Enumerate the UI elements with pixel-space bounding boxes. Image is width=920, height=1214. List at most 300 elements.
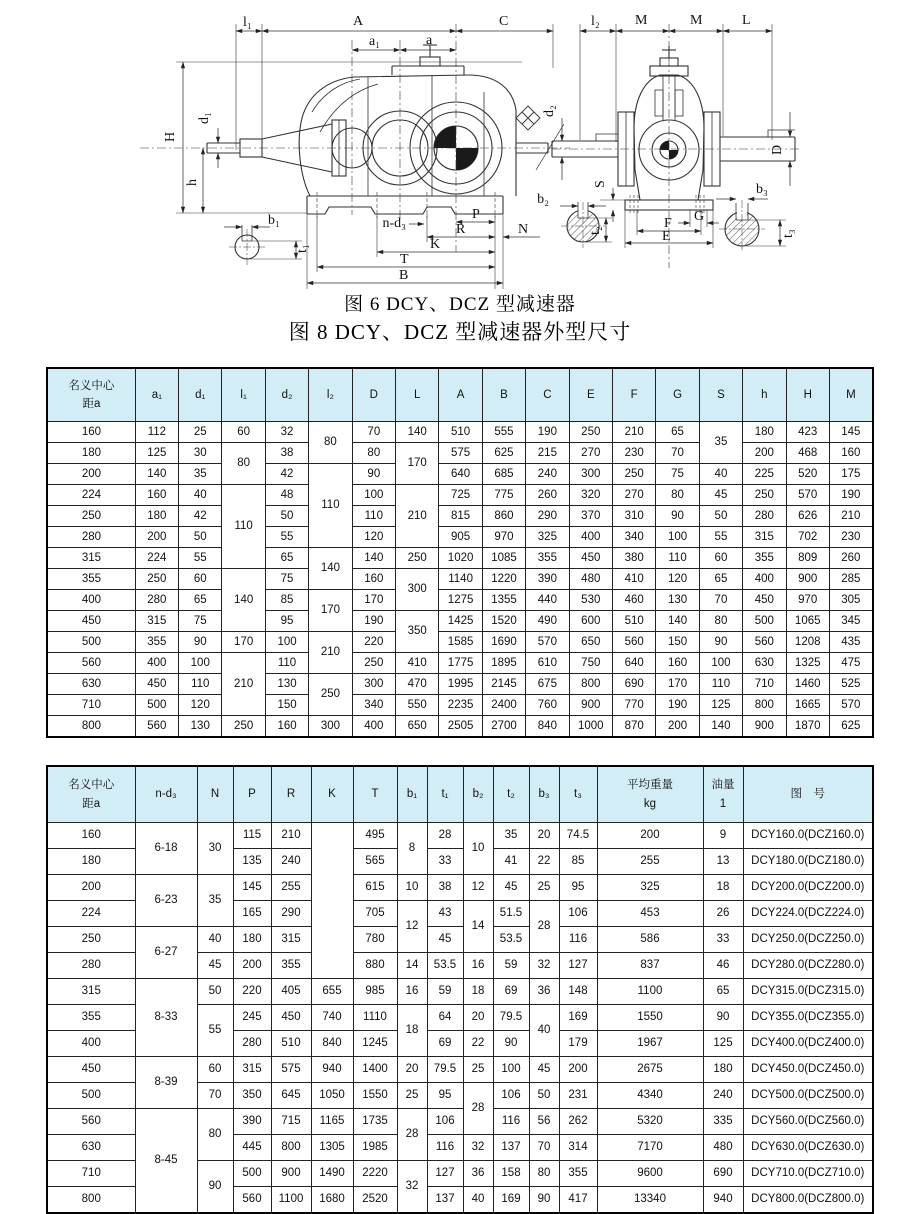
data-cell: 355	[135, 632, 178, 653]
data-cell: 250	[396, 548, 439, 569]
table-row	[47, 716, 873, 738]
data-cell: 13340	[597, 1187, 703, 1214]
data-cell: 50	[529, 1083, 559, 1109]
data-cell: 125	[703, 1031, 743, 1057]
data-cell: 28	[529, 901, 559, 953]
data-cell: 250	[352, 653, 395, 674]
data-cell: 56	[529, 1109, 559, 1135]
data-cell: 127	[427, 1161, 463, 1187]
data-cell: 80	[529, 1161, 559, 1187]
data-cell: DCY630.0(DCZ630.0)	[743, 1135, 873, 1161]
data-cell: 250	[612, 464, 655, 485]
data-cell: 985	[353, 979, 397, 1005]
data-cell: 175	[829, 464, 872, 485]
data-cell: 180	[135, 506, 178, 527]
data-cell: 240	[271, 849, 311, 875]
column-header: b₂	[463, 766, 493, 823]
data-cell: 180	[703, 1057, 743, 1083]
data-cell: 490	[526, 611, 569, 632]
data-cell: 315	[743, 527, 786, 548]
column-header: 油量 1	[703, 766, 743, 823]
data-cell: 550	[396, 695, 439, 716]
data-cell: 1208	[786, 632, 829, 653]
data-cell: 120	[179, 695, 222, 716]
row-label-cell: 280	[47, 527, 135, 548]
data-cell: 80	[656, 485, 699, 506]
table-row	[47, 485, 873, 506]
data-cell: 50	[179, 527, 222, 548]
row-label-cell: 180	[47, 849, 135, 875]
data-cell: 940	[311, 1057, 353, 1083]
data-cell: 140	[222, 569, 265, 632]
data-cell: 9600	[597, 1161, 703, 1187]
data-cell: 1680	[311, 1187, 353, 1214]
dim-label-T: T	[400, 252, 409, 267]
data-cell: 41	[493, 849, 529, 875]
data-cell: 250	[743, 485, 786, 506]
data-cell: 815	[439, 506, 482, 527]
data-cell: DCY400.0(DCZ400.0)	[743, 1031, 873, 1057]
data-cell: 270	[612, 485, 655, 506]
table-row	[47, 611, 873, 632]
dim-label-a1: a₁	[369, 34, 381, 49]
data-cell: 390	[233, 1109, 271, 1135]
data-cell: 28	[463, 1083, 493, 1135]
data-cell: 230	[612, 443, 655, 464]
data-cell: 32	[463, 1135, 493, 1161]
dim-label-S: S	[593, 180, 608, 188]
row-label-cell: 224	[47, 901, 135, 927]
row-label-cell: 560	[47, 653, 135, 674]
data-cell: 250	[569, 422, 612, 443]
dim-label-a: a	[426, 33, 433, 48]
data-cell: 40	[197, 927, 233, 953]
data-cell: 150	[656, 632, 699, 653]
data-cell: 160	[352, 569, 395, 590]
data-cell: 626	[786, 506, 829, 527]
dim-label-P: P	[472, 207, 480, 222]
data-cell: 45	[529, 1057, 559, 1083]
row-label-cell: 160	[47, 823, 135, 849]
data-cell: 42	[265, 464, 308, 485]
data-cell: 2145	[482, 674, 525, 695]
data-cell: 350	[396, 611, 439, 653]
dim-label-R: R	[456, 222, 466, 237]
data-cell: 400	[135, 653, 178, 674]
table-row	[47, 569, 873, 590]
row-label-cell: 355	[47, 569, 135, 590]
row-label-cell: 250	[47, 927, 135, 953]
data-cell: 410	[396, 653, 439, 674]
data-cell: 1400	[353, 1057, 397, 1083]
data-cell: 417	[559, 1187, 597, 1214]
data-cell: 45	[699, 485, 742, 506]
data-cell: 380	[612, 548, 655, 569]
data-cell: 565	[353, 849, 397, 875]
data-cell: 630	[743, 653, 786, 674]
data-cell: 100	[699, 653, 742, 674]
data-cell: 14	[397, 953, 427, 979]
data-cell: 65	[699, 569, 742, 590]
data-cell: 1165	[311, 1109, 353, 1135]
column-header: 图 号	[743, 766, 873, 823]
data-cell: 7170	[597, 1135, 703, 1161]
row-label-cell: 630	[47, 674, 135, 695]
dim-label-E: E	[662, 229, 671, 244]
data-cell: 1460	[786, 674, 829, 695]
data-cell: 38	[265, 443, 308, 464]
data-cell: 8-39	[135, 1057, 197, 1109]
data-cell: 300	[309, 716, 352, 738]
table-row	[47, 506, 873, 527]
data-cell: 453	[597, 901, 703, 927]
dim-label-A: A	[353, 14, 364, 29]
column-header: F	[612, 368, 655, 422]
data-cell: 655	[311, 979, 353, 1005]
data-cell: 32	[397, 1161, 427, 1214]
data-cell: 45	[427, 927, 463, 953]
data-cell: 43	[427, 901, 463, 927]
data-cell: 59	[427, 979, 463, 1005]
table-row	[47, 979, 873, 1005]
dim-label-l2: l₂	[591, 14, 600, 29]
data-cell: 570	[829, 695, 872, 716]
data-cell: 179	[559, 1031, 597, 1057]
data-cell: 70	[529, 1135, 559, 1161]
data-cell: 169	[493, 1187, 529, 1214]
data-cell: 1735	[353, 1109, 397, 1135]
data-cell: 210	[271, 823, 311, 849]
table-row	[47, 422, 873, 443]
data-cell: 100	[493, 1057, 529, 1083]
data-cell: 22	[463, 1031, 493, 1057]
data-cell: 170	[309, 590, 352, 632]
data-cell: 870	[612, 716, 655, 738]
data-cell: 435	[829, 632, 872, 653]
data-cell: 400	[569, 527, 612, 548]
data-cell: 510	[612, 611, 655, 632]
data-cell: 160	[265, 716, 308, 738]
data-cell: 245	[233, 1005, 271, 1031]
table2-header-row	[47, 766, 873, 823]
data-cell: 35	[493, 823, 529, 849]
data-cell: 55	[197, 1005, 233, 1057]
data-cell: 69	[493, 979, 529, 1005]
data-cell: 70	[699, 590, 742, 611]
data-cell: 80	[222, 443, 265, 485]
data-cell: 1000	[569, 716, 612, 738]
data-cell: 64	[427, 1005, 463, 1031]
data-cell: 90	[703, 1005, 743, 1031]
row-label-cell: 500	[47, 1083, 135, 1109]
data-cell: 1050	[311, 1083, 353, 1109]
data-cell: 110	[352, 506, 395, 527]
data-cell: 20	[397, 1057, 427, 1083]
end-view	[537, 13, 800, 268]
data-cell: 158	[493, 1161, 529, 1187]
data-cell: 90	[529, 1187, 559, 1214]
data-cell: 1775	[439, 653, 482, 674]
data-cell: 79.5	[493, 1005, 529, 1031]
data-cell: 315	[135, 611, 178, 632]
dim-label-b2: b₂	[537, 192, 549, 207]
data-cell: 106	[493, 1083, 529, 1109]
data-cell: 625	[482, 443, 525, 464]
column-header: D	[352, 368, 395, 422]
data-cell: 2505	[439, 716, 482, 738]
data-cell: 1665	[786, 695, 829, 716]
data-cell: 12	[463, 875, 493, 901]
column-header: t₁	[427, 766, 463, 823]
data-cell: 190	[656, 695, 699, 716]
mounting-dimension-table	[46, 765, 874, 1214]
data-cell: 95	[265, 611, 308, 632]
data-cell: 90	[197, 1161, 233, 1214]
data-cell: 22	[529, 849, 559, 875]
data-cell: 90	[656, 506, 699, 527]
data-cell: 560	[233, 1187, 271, 1214]
data-cell: 48	[265, 485, 308, 506]
table-row	[47, 443, 873, 464]
data-cell: 60	[197, 1057, 233, 1083]
row-label-cell: 224	[47, 485, 135, 506]
data-cell: 65	[656, 422, 699, 443]
data-cell: 116	[559, 927, 597, 953]
data-cell: 100	[179, 653, 222, 674]
data-cell: 9	[703, 823, 743, 849]
dim-label-K: K	[430, 237, 441, 252]
data-cell: 65	[179, 590, 222, 611]
row-label-cell: 500	[47, 632, 135, 653]
table-row	[47, 927, 873, 953]
data-cell: 314	[559, 1135, 597, 1161]
data-cell: 300	[569, 464, 612, 485]
key-detail-b1t1	[224, 225, 302, 265]
table1-header-row	[47, 368, 873, 422]
data-cell: 79.5	[427, 1057, 463, 1083]
data-cell: 53.5	[427, 953, 463, 979]
data-cell: 560	[743, 632, 786, 653]
data-cell: 140	[309, 548, 352, 590]
data-cell: 2675	[597, 1057, 703, 1083]
data-cell: 460	[612, 590, 655, 611]
data-cell: 190	[829, 485, 872, 506]
data-cell: 355	[271, 953, 311, 979]
data-cell: 423	[786, 422, 829, 443]
data-cell: 51.5	[493, 901, 529, 927]
data-cell: 310	[612, 506, 655, 527]
data-cell: 42	[179, 506, 222, 527]
data-cell: 405	[271, 979, 311, 1005]
column-header: G	[656, 368, 699, 422]
data-cell: 50	[265, 506, 308, 527]
table-row	[47, 653, 873, 674]
data-cell: 170	[656, 674, 699, 695]
data-cell: 970	[482, 527, 525, 548]
column-header: N	[197, 766, 233, 823]
data-cell: 220	[233, 979, 271, 1005]
column-header: S	[699, 368, 742, 422]
row-label-cell: 180	[47, 443, 135, 464]
dim-label-nd3: n-d₃	[382, 216, 406, 231]
data-cell: 55	[179, 548, 222, 569]
data-cell: 70	[197, 1083, 233, 1109]
data-cell: DCY500.0(DCZ500.0)	[743, 1083, 873, 1109]
centerlines	[140, 24, 570, 252]
column-header: P	[233, 766, 271, 823]
dim-label-F: F	[664, 216, 672, 231]
data-cell: 315	[233, 1057, 271, 1083]
data-cell: 615	[353, 875, 397, 901]
data-cell: 190	[352, 611, 395, 632]
data-cell: 13	[703, 849, 743, 875]
data-cell: 285	[829, 569, 872, 590]
data-cell: 20	[529, 823, 559, 849]
data-cell: 110	[309, 464, 352, 548]
data-cell: 106	[559, 901, 597, 927]
data-cell: 210	[829, 506, 872, 527]
row-label-cell: 630	[47, 1135, 135, 1161]
data-cell: 130	[265, 674, 308, 695]
data-cell: 570	[786, 485, 829, 506]
data-cell: 2700	[482, 716, 525, 738]
data-cell: 25	[529, 875, 559, 901]
data-cell: 475	[829, 653, 872, 674]
key-detail-b2t2	[560, 202, 612, 248]
data-cell: 240	[526, 464, 569, 485]
data-cell: DCY224.0(DCZ224.0)	[743, 901, 873, 927]
data-cell: 1967	[597, 1031, 703, 1057]
data-cell: 250	[309, 674, 352, 716]
data-cell	[311, 823, 353, 979]
column-header: b₁	[397, 766, 427, 823]
data-cell: 300	[352, 674, 395, 695]
data-cell: 210	[396, 485, 439, 548]
data-cell: 640	[439, 464, 482, 485]
data-cell: 127	[559, 953, 597, 979]
data-cell: 46	[703, 953, 743, 979]
data-cell: 450	[743, 590, 786, 611]
data-cell: 53.5	[493, 927, 529, 953]
data-cell: 112	[135, 422, 178, 443]
data-cell: 110	[699, 674, 742, 695]
data-cell: 262	[559, 1109, 597, 1135]
data-cell: 36	[529, 979, 559, 1005]
data-cell: 468	[786, 443, 829, 464]
data-cell: 65	[265, 548, 308, 569]
data-cell: 340	[612, 527, 655, 548]
data-cell: 470	[396, 674, 439, 695]
data-cell: 160	[135, 485, 178, 506]
column-header: B	[482, 368, 525, 422]
data-cell: 50	[699, 506, 742, 527]
data-cell: 1895	[482, 653, 525, 674]
data-cell: 4340	[597, 1083, 703, 1109]
row-label-cell: 400	[47, 590, 135, 611]
column-header: l₁	[222, 368, 265, 422]
data-cell: 1020	[439, 548, 482, 569]
data-cell: 70	[352, 422, 395, 443]
data-cell: 200	[233, 953, 271, 979]
data-cell: 95	[559, 875, 597, 901]
data-cell: 240	[703, 1083, 743, 1109]
data-cell: 137	[493, 1135, 529, 1161]
data-cell: 280	[743, 506, 786, 527]
data-cell: 625	[829, 716, 872, 738]
data-cell: 160	[829, 443, 872, 464]
row-label-cell: 560	[47, 1109, 135, 1135]
figure-caption-6: 图 6 DCY、DCZ 型减速器	[344, 294, 576, 315]
data-cell: 880	[353, 953, 397, 979]
data-cell: 450	[135, 674, 178, 695]
column-header: t₂	[493, 766, 529, 823]
data-cell: 80	[309, 422, 352, 464]
row-label-cell: 200	[47, 875, 135, 901]
dim-label-L: L	[742, 13, 751, 28]
data-cell: 18	[703, 875, 743, 901]
data-cell: 510	[439, 422, 482, 443]
row-label-cell: 250	[47, 506, 135, 527]
data-cell: 900	[786, 569, 829, 590]
data-cell: 900	[569, 695, 612, 716]
column-header: 平均重量 kg	[597, 766, 703, 823]
data-cell: 500	[233, 1161, 271, 1187]
data-cell: 740	[311, 1005, 353, 1031]
data-cell: 840	[526, 716, 569, 738]
data-cell: 970	[786, 590, 829, 611]
data-cell: 110	[656, 548, 699, 569]
row-label-cell: 710	[47, 1161, 135, 1187]
data-cell: 50	[197, 979, 233, 1005]
data-cell: 1325	[786, 653, 829, 674]
data-cell: 60	[179, 569, 222, 590]
data-cell: 180	[233, 927, 271, 953]
column-header: K	[311, 766, 353, 823]
key-detail-b3t3	[716, 199, 786, 252]
data-cell: 610	[526, 653, 569, 674]
data-cell: 69	[427, 1031, 463, 1057]
data-cell: 200	[559, 1057, 597, 1083]
data-cell: 1100	[271, 1187, 311, 1214]
data-cell: 1140	[439, 569, 482, 590]
inspection-cover	[392, 45, 464, 75]
data-cell: 40	[463, 1187, 493, 1214]
data-cell: 770	[612, 695, 655, 716]
column-header: C	[526, 368, 569, 422]
data-cell: 2520	[353, 1187, 397, 1214]
data-cell: 26	[703, 901, 743, 927]
data-cell: 1305	[311, 1135, 353, 1161]
data-cell: 130	[179, 716, 222, 738]
data-cell: 355	[743, 548, 786, 569]
data-cell: DCY560.0(DCZ560.0)	[743, 1109, 873, 1135]
data-cell: 400	[743, 569, 786, 590]
data-cell: 809	[786, 548, 829, 569]
data-cell: 1355	[482, 590, 525, 611]
data-cell: 165	[233, 901, 271, 927]
data-cell: 500	[743, 611, 786, 632]
column-header: M	[829, 368, 872, 422]
data-cell: 690	[612, 674, 655, 695]
data-cell: 500	[135, 695, 178, 716]
data-cell: 224	[135, 548, 178, 569]
data-cell: 85	[265, 590, 308, 611]
side-view	[140, 14, 570, 289]
row-label-cell: 160	[47, 422, 135, 443]
data-cell: 16	[397, 979, 427, 1005]
dim-label-C: C	[499, 14, 509, 29]
data-cell: 715	[271, 1109, 311, 1135]
